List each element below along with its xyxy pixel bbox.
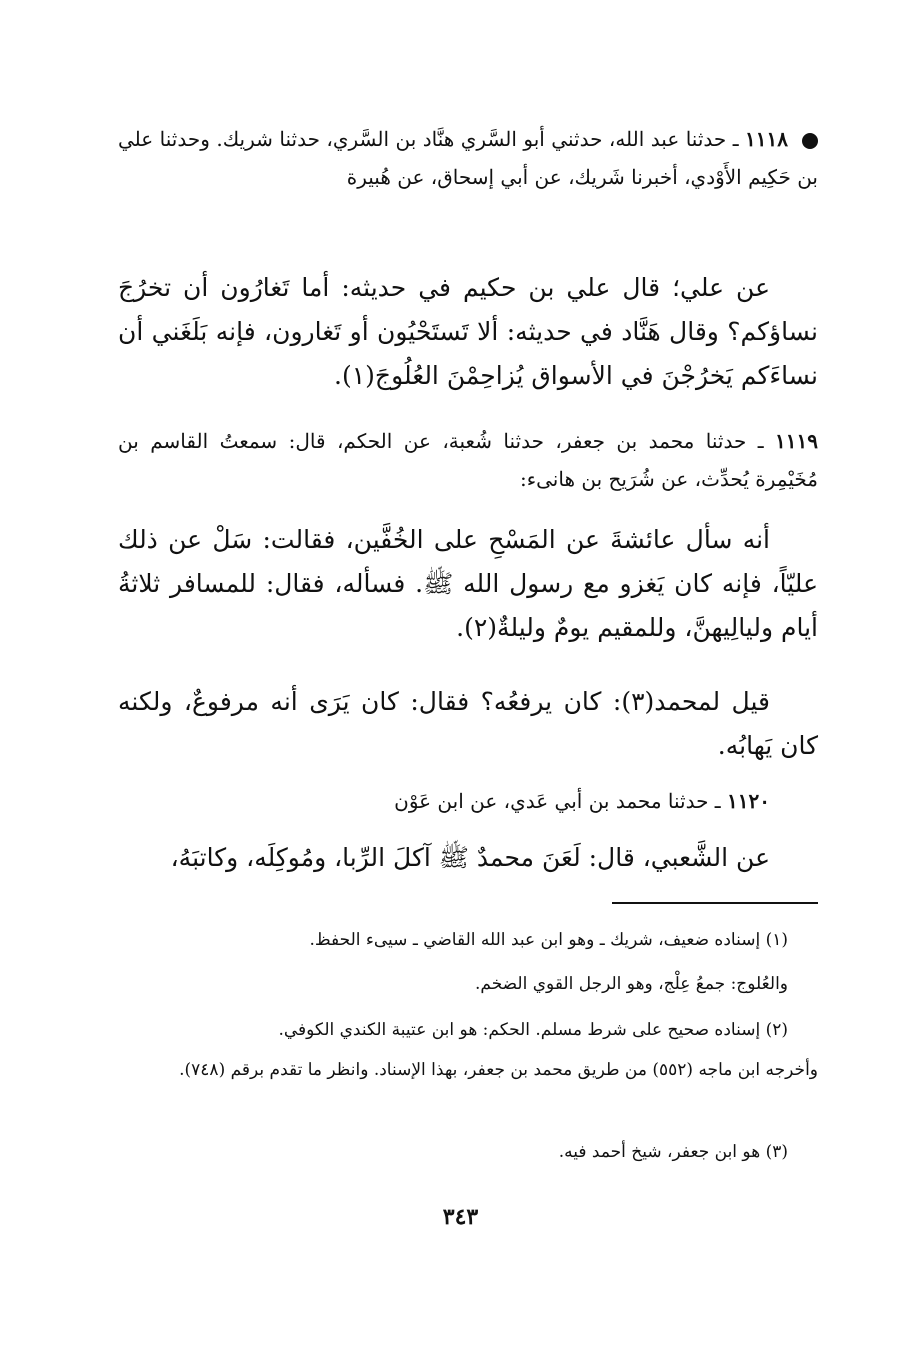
page-number: ٣٤٣ (442, 1204, 479, 1230)
hadith-1120-number: ١١٢٠ (727, 789, 770, 813)
hadith-1119-question: قيل لمحمد(٣): كان يرفعُه؟ فقال: كان يَرَى أنه مرفوعٌ، ولكنه كان يَهابُه. (118, 687, 818, 760)
footnote-separator (612, 902, 818, 904)
hadith-1118-isnad-text: ـ حدثنا عبد الله، حدثني أبو السَّري هنَّاد بن السَّري، حدثنا شريك. وحدثنا علي بن حَكِيم الأَوْدي، أخبرنا شَريك، عن أبي إسحاق، عن هُبيرة (118, 127, 818, 189)
hadith-1120-isnad-text: ـ حدثنا محمد بن أبي عَدي، عن ابن عَوْن (394, 789, 728, 813)
footnote-2-detail: وأخرجه ابن ماجه (٥٥٢) من طريق محمد بن جعفر، بهذا الإسناد. وانظر ما تقدم برقم (٧٤٨). (179, 1060, 818, 1080)
hadith-1118-matn: عن علي؛ قال علي بن حكيم في حديثه: أما تَغارُون أن تخرُجَ نساؤكم؟ وقال هَنَّاد في حديثه: ألا تَستَحْيُون أو تَغارون، فإنه بَلَغَني أن نساءَكم يَخرُجْنَ في الأسواق يُزاحِمْنَ العُلُوجَ(١). (118, 273, 818, 390)
footnote-2: (٢) إسناده صحيح على شرط مسلم. الحكم: هو ابن عتيبة الكندي الكوفي. (278, 1020, 788, 1040)
hadith-1118-isnad (118, 120, 818, 196)
hadith-1119-number: ١١١٩ (775, 429, 818, 453)
hadith-1119-isnad (118, 422, 818, 498)
bullet-icon (802, 133, 818, 149)
hadith-1118-number: ١١١٨ (745, 127, 788, 151)
footnote-1: (١) إسناده ضعيف، شريك ـ وهو ابن عبد الله القاضي ـ سيىء الحفظ. (309, 930, 788, 950)
hadith-1119-matn: أنه سأل عائشةَ عن المَسْحِ على الخُفَّين، فقالت: سَلْ عن ذلك عليّاً، فإنه كان يَغزو مع رسول الله ﷺ. فسأله، فقال: للمسافر ثلاثةُ أيام وليالِيهنَّ، وللمقيم يومٌ وليلةٌ(٢). (118, 525, 818, 642)
hadith-1120-isnad (118, 782, 818, 820)
footnote-3: (٣) هو ابن جعفر، شيخ أحمد فيه. (558, 1142, 788, 1162)
footnote-1-gloss: والعُلوج: جمعُ عِلْج، وهو الرجل القوي الضخم. (474, 974, 788, 994)
hadith-1119-isnad-text: ـ حدثنا محمد بن جعفر، حدثنا شُعبة، عن الحكم، قال: سمعتُ القاسم بن مُخَيْمِرة يُحدِّث، عن شُرَيح بن هانىء: (118, 429, 818, 491)
hadith-1120-matn: عن الشَّعبي، قال: لَعَنَ محمدٌ ﷺ آكلَ الرِّبا، ومُوكِلَه، وكاتبَهُ، (170, 843, 770, 872)
